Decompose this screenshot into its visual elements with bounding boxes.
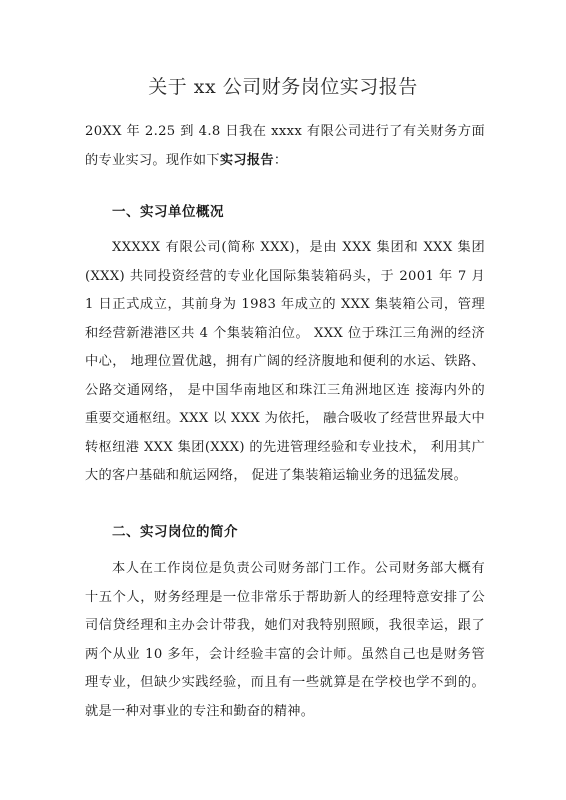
post-intro-paragraph: 本人在工作岗位是负责公司财务部门工作。公司财务部大概有十五个人，财务经理是一位非常乐于帮助新人的经理特意安排了公司信贷经理和主办会计带我，她们对我特别照顾，我很幸运，跟了两个从业 10 多年，会计经验丰富的会计师。虽然自己也是财务管理专业，但缺少实践经验，而且有一些就算是在学校也学不到的。就是一种对事业的专注和勤奋的精神。	[85, 561, 485, 719]
document-title: 关于 xx 公司财务岗位实习报告	[148, 76, 418, 98]
section-heading-unit-overview: 一、实习单位概况	[112, 204, 224, 220]
section-heading-post-intro: 二、实习岗位的简介	[112, 524, 238, 540]
unit-overview-paragraph: XXXXX 有限公司(简称 XXX)，是由 XXX 集团和 XXX 集团(XXX) 共同投资经营的专业化国际集装箱码头，于 2001 年 7 月 1 日正式成立，其前身为 1983 年成立的 XXX 集装箱公司，管理和经营新港港区共 4 个集装箱泊位。 XXX 位于珠江三角洲的经济中心， 地理位置优越，拥有广阔的经济腹地和便利的水运、铁路、公路交通网络， 是中国华南地区和珠江三角洲地区连 接海内外的重要交通枢纽。XXX 以 XXX 为依托， 融合吸收了经营世界最大中转枢纽港 XXX 集团(XXX) 的先进管理经验和专业技术， 利用其广大的客户基础和航运网络， 促进了集装箱运输业务的迅猛发展。	[85, 240, 485, 483]
intro-text: 20XX 年 2.25 到 4.8 日我在 xxxx 有限公司进行了有关财务方面的专业实习。现作如下	[85, 124, 485, 168]
intro-colon: ：	[273, 152, 288, 168]
intro-bold-text: 实习报告	[219, 152, 274, 168]
intro-paragraph	[85, 118, 485, 175]
